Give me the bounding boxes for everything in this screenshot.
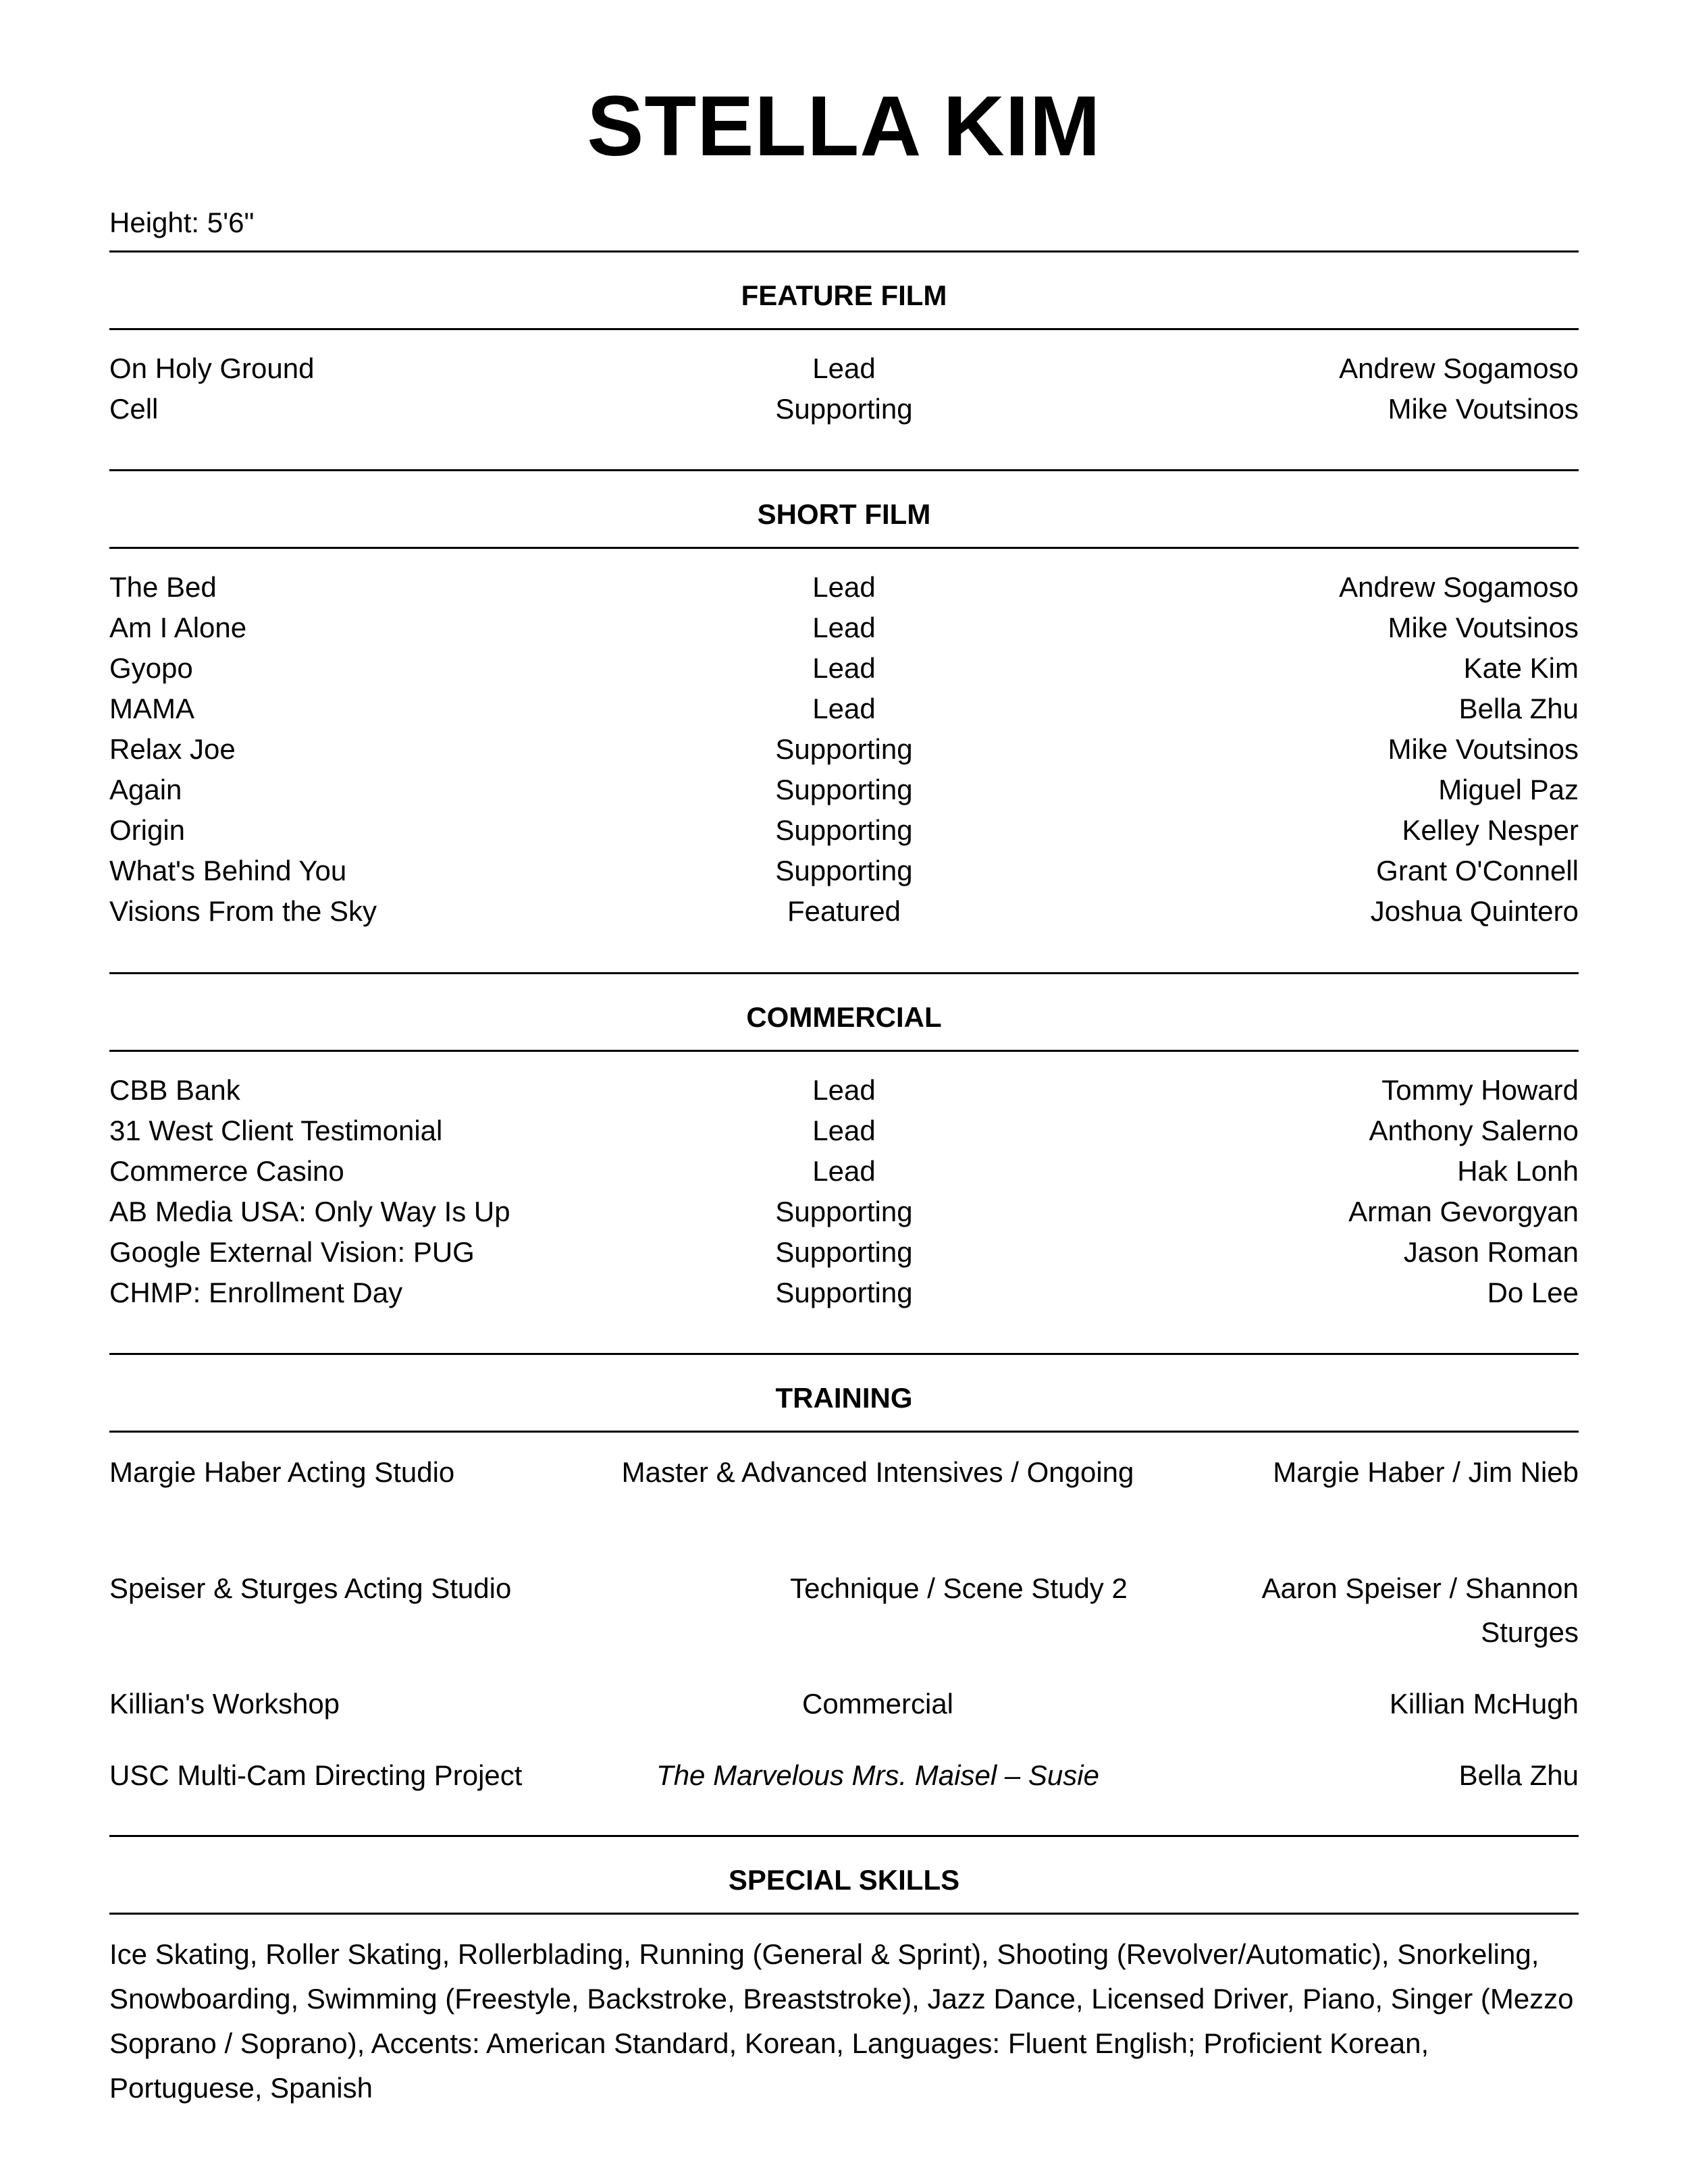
section-title-short-film: SHORT FILM: [757, 498, 931, 530]
section-title-commercial: COMMERCIAL: [746, 1001, 942, 1033]
credit-project: Origin: [109, 814, 186, 846]
credit-project: AB Media USA: Only Way Is Up: [109, 1196, 510, 1227]
credit-project: Cell: [109, 393, 159, 425]
credit-director: Tommy Howard: [1381, 1074, 1579, 1106]
divider: [109, 1050, 1579, 1052]
credit-project: 31 West Client Testimonial: [109, 1115, 443, 1146]
credit-role: Lead: [812, 612, 876, 643]
credit-role: Supporting: [775, 1196, 913, 1227]
credit-role: Lead: [812, 693, 876, 724]
credit-row: [109, 851, 1579, 891]
credit-role: Supporting: [775, 733, 913, 765]
credit-row: [109, 891, 1579, 932]
credit-project: Visions From the Sky: [109, 895, 377, 927]
credit-project: The Bed: [109, 571, 217, 603]
divider: [109, 250, 1579, 252]
credit-row: [109, 1070, 1579, 1111]
divider: [109, 1353, 1579, 1355]
credit-role: Supporting: [775, 393, 913, 425]
credit-row: [109, 689, 1579, 729]
training-teacher: Aaron Speiser / Shannon Sturges: [1261, 1572, 1579, 1648]
credit-project: CBB Bank: [109, 1074, 240, 1106]
section-title-special-skills: SPECIAL SKILLS: [728, 1864, 960, 1896]
training-school: Margie Haber Acting Studio: [109, 1456, 455, 1488]
credit-project: CHMP: Enrollment Day: [109, 1277, 403, 1308]
credit-role: Supporting: [775, 814, 913, 846]
credit-row: [109, 348, 1579, 389]
divider: [109, 1835, 1579, 1837]
credit-row: [109, 389, 1579, 429]
credit-role: Lead: [812, 1115, 876, 1146]
training-teacher: Bella Zhu: [1458, 1759, 1579, 1791]
credit-role: Supporting: [775, 1277, 913, 1308]
actor-name: STELLA KIM: [587, 78, 1101, 174]
training-course: Technique / Scene Study 2: [790, 1572, 1128, 1604]
credit-director: Andrew Sogamoso: [1339, 352, 1579, 384]
credit-project: Google External Vision: PUG: [109, 1236, 475, 1268]
credit-director: Andrew Sogamoso: [1339, 571, 1579, 603]
divider: [109, 972, 1579, 974]
training-teacher: Killian McHugh: [1389, 1688, 1579, 1720]
credit-project: Relax Joe: [109, 733, 236, 765]
credit-row: [109, 810, 1579, 851]
training-course: The Marvelous Mrs. Maisel – Susie: [656, 1759, 1099, 1791]
credit-row: [109, 729, 1579, 770]
training-school: Killian's Workshop: [109, 1688, 340, 1720]
divider: [109, 328, 1579, 330]
credit-row: [109, 608, 1579, 648]
credit-director: Mike Voutsinos: [1388, 733, 1579, 765]
divider: [109, 547, 1579, 549]
credit-project: Commerce Casino: [109, 1155, 344, 1187]
credit-director: Kelley Nesper: [1402, 814, 1579, 846]
section-title-feature-film: FEATURE FILM: [741, 279, 947, 311]
credit-director: Miguel Paz: [1438, 774, 1579, 805]
credit-project: On Holy Ground: [109, 352, 315, 384]
credit-director: Do Lee: [1487, 1277, 1579, 1308]
credit-director: Joshua Quintero: [1370, 895, 1579, 927]
section-title-training: TRAINING: [775, 1382, 913, 1414]
credit-project: Again: [109, 774, 182, 805]
training-course: Commercial: [801, 1688, 954, 1720]
training-school: Speiser & Sturges Acting Studio: [109, 1572, 512, 1604]
credit-project: MAMA: [109, 693, 194, 724]
special-skills-text: Ice Skating, Roller Skating, Rollerblading, Running (General & Sprint), Shooting (Revolver/Automatic), Snorkeling, Snowboarding, Swimming (Freestyle, Backstroke, Breaststroke), Jazz Dance, Licensed Driver, Piano, Singer (Mezzo Soprano / Soprano), Accents: American Standard, Korean, Languages: Fluent English; Proficient Korean, Portuguese, Spanish: [109, 1938, 1574, 2104]
credit-role: Supporting: [775, 774, 913, 805]
credit-director: Bella Zhu: [1458, 693, 1579, 724]
credit-row: [109, 1273, 1579, 1313]
training-school: USC Multi-Cam Directing Project: [109, 1759, 523, 1791]
credit-role: Supporting: [775, 855, 913, 886]
credit-row: [109, 1232, 1579, 1273]
credit-row: [109, 567, 1579, 608]
credit-role: Lead: [812, 571, 876, 603]
credit-role: Supporting: [775, 1236, 913, 1268]
credit-director: Mike Voutsinos: [1388, 393, 1579, 425]
credit-row: [109, 770, 1579, 810]
credit-role: Lead: [812, 652, 876, 684]
credit-director: Hak Lonh: [1457, 1155, 1579, 1187]
divider: [109, 469, 1579, 471]
credit-role: Lead: [812, 1074, 876, 1106]
credit-row: [109, 1151, 1579, 1192]
credit-director: Arman Gevorgyan: [1348, 1196, 1579, 1227]
credit-director: Mike Voutsinos: [1388, 612, 1579, 643]
credit-role: Featured: [787, 895, 901, 927]
credit-project: Gyopo: [109, 652, 193, 684]
training-course: Master & Advanced Intensives / Ongoing: [621, 1456, 1134, 1488]
credit-director: Grant O'Connell: [1376, 855, 1579, 886]
credit-director: Kate Kim: [1463, 652, 1579, 684]
credit-project: What's Behind You: [109, 855, 347, 886]
divider: [109, 1913, 1579, 1915]
divider: [109, 1431, 1579, 1433]
credit-role: Lead: [812, 1155, 876, 1187]
credit-project: Am I Alone: [109, 612, 247, 643]
credit-row: [109, 1192, 1579, 1232]
credit-row: [109, 648, 1579, 689]
credit-row: [109, 1111, 1579, 1151]
training-teacher: Margie Haber / Jim Nieb: [1273, 1456, 1579, 1488]
credit-director: Jason Roman: [1403, 1236, 1579, 1268]
height-line: Height: 5'6": [109, 207, 255, 238]
credit-role: Lead: [812, 352, 876, 384]
credit-director: Anthony Salerno: [1369, 1115, 1579, 1146]
